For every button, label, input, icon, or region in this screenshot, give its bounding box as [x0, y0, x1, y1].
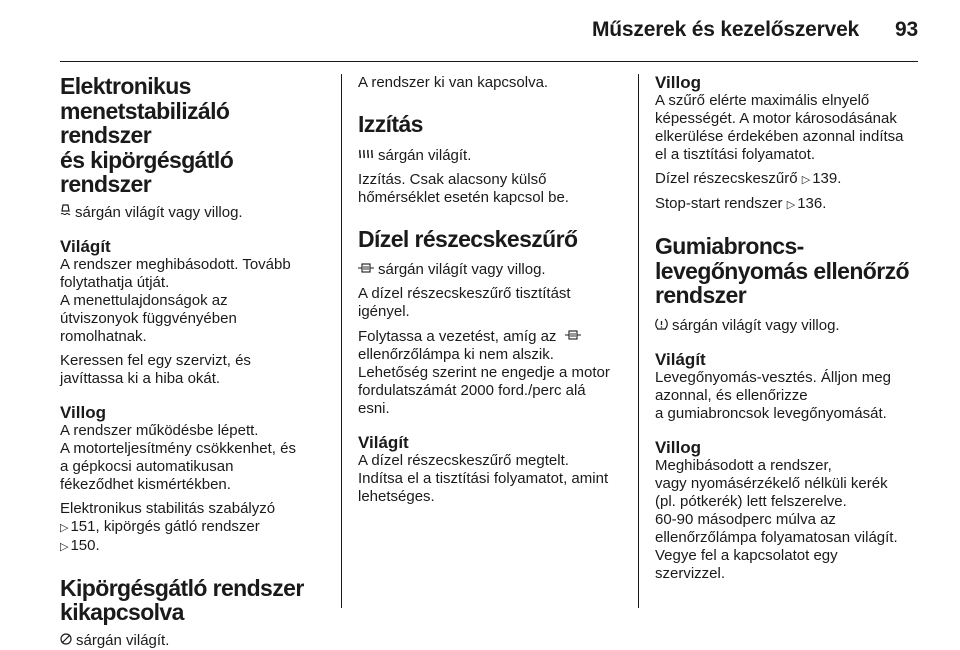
tpms-status-line: sárgán világít vagy villog.: [655, 316, 923, 335]
column-divider-2: [638, 74, 639, 608]
esc-status-line: sárgán világít vagy villog.: [60, 203, 322, 222]
paragraph: Folytassa a vezetést, amíg az ellenőrzőlámpa ki nem alszik. Lehetőség szerint ne engedje a motor fordulatszámát 2000 ford./perc alá esni.: [358, 328, 610, 417]
paragraph: Izzítás. Csak alacsony külső hőmérséklet esetén kapcsol be.: [358, 170, 569, 206]
dpf-status-line: sárgán világít vagy villog.: [358, 260, 620, 279]
traction-control-off-icon: [60, 631, 72, 649]
section-heading-izzitas: Izzítás: [358, 111, 423, 137]
tire-pressure-icon: [655, 316, 668, 334]
paragraph: A dízel részecskeszűrő tisztítást igényel.: [358, 285, 571, 320]
subheading-vilagit: Világít: [60, 236, 111, 256]
paragraph: Keressen fel egy szervizt, és javíttassa ki a hiba okát.: [60, 351, 251, 387]
glow-plug-icon: [358, 146, 374, 164]
subheading-villog: Villog: [655, 73, 701, 92]
page-reference-arrow-icon: ▷: [60, 521, 69, 534]
header-rule: [60, 61, 918, 62]
paragraph: A rendszer meghibásodott. Tovább folytathatja útját. A menettulajdonságok az útviszonyok függvényében romolhatnak.: [60, 255, 291, 345]
reference-line: Dízel részecskeszűrő ▷ 139.: [655, 170, 842, 187]
glow-status-line: sárgán világít.: [358, 146, 620, 165]
paragraph: Levegőnyomás-vesztés. Álljon meg azonnal, és ellenőrizze a gumiabroncsok levegőnyomását.: [655, 368, 891, 422]
page-header: [592, 18, 918, 42]
paragraph: A rendszer ki van kapcsolva.: [358, 74, 549, 91]
esc-warning-icon: [60, 203, 71, 221]
paragraph: A rendszer működésbe lépett. A motorteljesítmény csökkenhet, és a gépkocsi automatikusan fékeződhet kismértékben.: [60, 421, 296, 493]
diesel-particulate-filter-icon: [565, 327, 581, 345]
page-reference-arrow-icon: ▷: [801, 174, 811, 186]
page-reference-arrow-icon: ▷: [786, 199, 796, 211]
paragraph: A dízel részecskeszűrő megtelt. Indítsa el a tisztítási folyamatot, amint lehetséges.: [358, 452, 609, 505]
header-title: Műszerek és kezelőszervek: [592, 18, 860, 41]
paragraph: Meghibásodott a rendszer, vagy nyomásérzékelő nélküli kerék (pl. pótkerék) lett felszerelve. 60-90 másodperc múlva az ellenőrzőlámpa folyamatosan világít. Vegye fel a kapcsolatot egy szervizzel.: [655, 456, 898, 582]
column-3: [655, 74, 923, 583]
section-heading-esc: Elektronikus menetstabilizáló rendszer és kipörgésgátló rendszer: [60, 73, 234, 197]
column-1: [60, 74, 322, 650]
paragraph: A szűrő elérte maximális elnyelő képességét. A motor károsodásának elkerülése érdekében azonnal indítsa el a tisztítási folyamatot.: [655, 92, 904, 163]
subheading-vilagit: Világít: [655, 349, 706, 369]
page-number: 93: [895, 18, 918, 41]
paragraph: Elektronikus stabilitás szabályzó ▷ 151, kipörgés gátló rendszer ▷ 150.: [60, 499, 276, 554]
diesel-particulate-filter-icon: [358, 260, 374, 278]
section-heading-tc-off: Kipörgésgátló rendszer kikapcsolva: [60, 574, 304, 625]
column-divider-1: [341, 74, 342, 608]
subheading-vilagit: Világít: [358, 433, 409, 452]
tc-off-status-line: sárgán világít.: [60, 631, 322, 650]
reference-line: Stop-start rendszer ▷ 136.: [655, 195, 827, 212]
subheading-villog: Villog: [60, 402, 106, 422]
page-reference-arrow-icon: ▷: [60, 540, 69, 553]
section-heading-dpf: Dízel részecskeszűrő: [358, 225, 578, 252]
section-heading-tpms: Gumiabroncs- levegőnyomás ellenőrző rendszer: [655, 233, 909, 308]
column-2: [358, 74, 620, 506]
subheading-villog: Villog: [655, 437, 701, 457]
